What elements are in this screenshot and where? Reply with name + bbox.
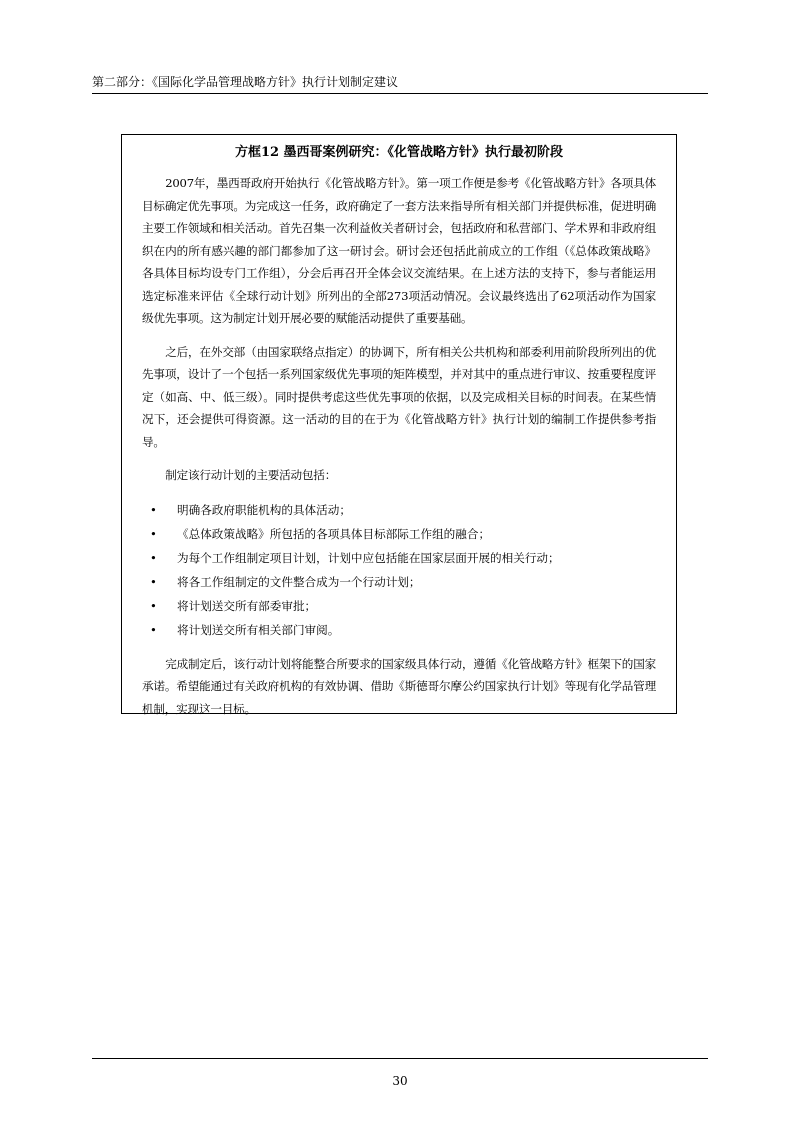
paragraph-intro: 2007年，墨西哥政府开始执行《化管战略方针》。第一项工作便是参考《化管战略方针》各项具体目标确定优先事项。为完成这一任务，政府确定了一套方法来指导所有相关部门并提供标准，促进明确主要工作领域和相关活动。首先召集一次利益攸关者研讨会，包括政府和私营部门、学术界和非政府组织在内的所有感兴趣的部门都参加了这一研讨会。研讨会还包括此前成立的工作组（《总体政策战略》各具体目标均设专门工作组），分会后再召开全体会议交流结果。在上述方法的支持下，参与者能运用选定标准来评估《全球行动计划》所列出的全部273项活动情况。会议最终选出了62项活动作为国家级优先事项。这为制定计划开展必要的赋能活动提供了重要基础。 xyxy=(142,176,656,325)
list-item-text: 《总体政策战略》所包括的各项具体目标部际工作组的融合； xyxy=(177,526,491,541)
list-item xyxy=(142,594,656,618)
running-header: 第二部分：《国际化学品管理战略方针》执行计划制定建议 xyxy=(92,75,399,89)
paragraph-activities-lead: 制定该行动计划的主要活动包括： xyxy=(165,468,337,482)
bullet-icon: • xyxy=(150,550,157,565)
bullet-icon: • xyxy=(150,598,157,613)
list-item-text: 将各工作组制定的文件整合成为一个行动计划； xyxy=(177,574,421,589)
list-item xyxy=(142,522,656,546)
list-item xyxy=(142,498,656,522)
bullet-icon: • xyxy=(150,526,157,541)
box-title: 方框12 墨西哥案例研究：《化管战略方针》执行最初阶段 xyxy=(234,145,564,160)
paragraph-closing: 完成制定后，该行动计划将能整合所要求的国家级具体行动，遵循《化管战略方针》框架下的国家承诺。希望能通过有关政府机构的有效协调、借助《斯德哥尔摩公约国家执行计划》等现有化学品管理机制，实现这一目标。 xyxy=(142,656,656,716)
list-item xyxy=(142,570,656,594)
bullet-icon: • xyxy=(150,622,157,637)
list-item-text: 将计划送交所有部委审批； xyxy=(177,598,317,613)
list-item-text: 为每个工作组制定项目计划，计划中应包括能在国家层面开展的相关行动； xyxy=(177,550,560,565)
page-number: 30 xyxy=(392,1074,408,1088)
header-rule xyxy=(92,93,708,94)
list-item-text: 明确各政府职能机构的具体活动； xyxy=(177,502,351,517)
activities-list xyxy=(142,498,656,642)
list-item xyxy=(142,618,656,642)
paragraph-coordination: 之后，在外交部（由国家联络点指定）的协调下，所有相关公共机构和部委利用前阶段所列出的优先事项，设计了一个包括一系列国家级优先事项的矩阵模型，并对其中的重点进行审议、按重要程度评定（如高、中、低三级）。同时提供考虑这些优先事项的依据，以及完成相关目标的时间表。在某些情况下，还会提供可得资源。这一活动的目的在于为《化管战略方针》执行计划的编制工作提供参考指导。 xyxy=(142,344,656,449)
bullet-icon: • xyxy=(150,574,157,589)
bullet-icon: • xyxy=(150,502,157,517)
list-item-text: 将计划送交所有相关部门审阅。 xyxy=(177,622,340,637)
footer-rule xyxy=(92,1058,708,1059)
case-study-box xyxy=(121,134,677,714)
list-item xyxy=(142,546,656,570)
